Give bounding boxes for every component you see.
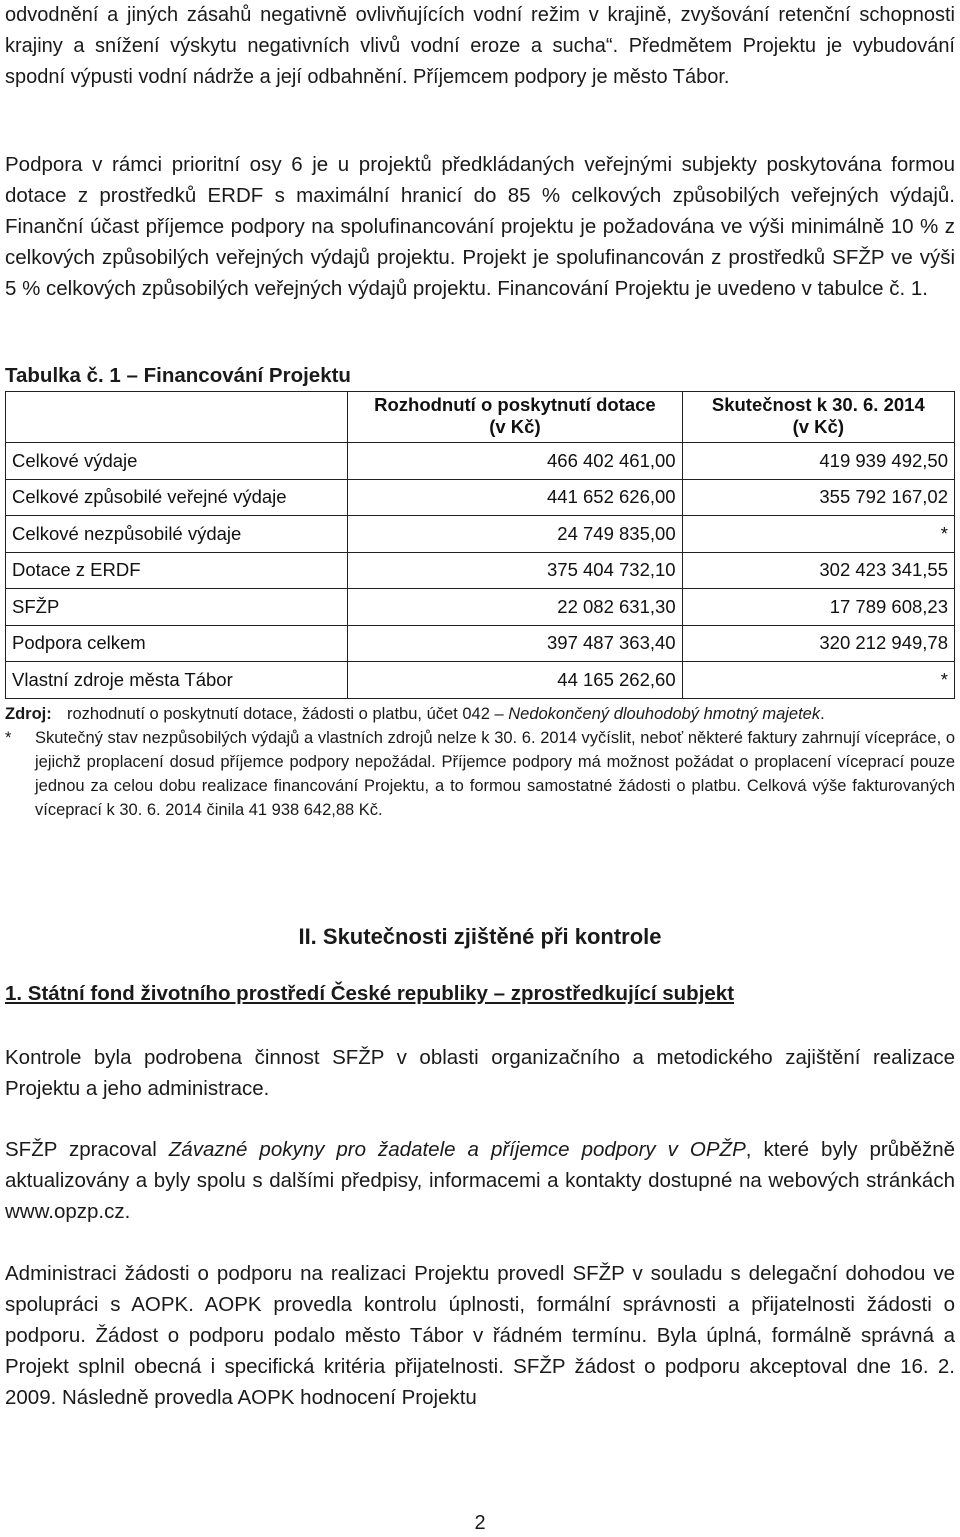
financing-table <box>5 391 955 699</box>
row-decision: 397 487 363,40 <box>348 625 682 662</box>
table-caption: Tabulka č. 1 – Financování Projektu <box>5 364 351 387</box>
table-row <box>6 479 955 516</box>
source-label: Zdroj: <box>5 705 52 723</box>
row-label: Celkové výdaje <box>6 443 348 480</box>
source-text: rozhodnutí o poskytnutí dotace, žádosti o platbu, účet 042 – <box>67 705 504 723</box>
admin-paragraph <box>5 1258 955 1413</box>
pokyny-after: , které byly průběžně aktualizovány a byly spolu s dalšími předpisy, informacemi a kontakty dostupné na webových stránkách www.opzp.cz. <box>5 1138 955 1223</box>
section-title: II. Skutečnosti zjištěné při kontrole <box>298 924 662 949</box>
control-paragraph <box>5 1042 955 1104</box>
header-decision-title: Rozhodnutí o poskytnutí dotace <box>374 394 656 415</box>
intro-paragraph <box>5 0 955 93</box>
pokyny-text <box>5 1134 955 1227</box>
row-decision: 22 082 631,30 <box>348 589 682 626</box>
row-label: Vlastní zdroje města Tábor <box>6 662 348 699</box>
row-decision: 44 165 262,60 <box>348 662 682 699</box>
header-actual-unit: (v Kč) <box>792 416 844 437</box>
header-actual-title: Skutečnost k 30. 6. 2014 <box>711 394 925 415</box>
table-row <box>6 552 955 589</box>
table-header-row <box>6 392 955 443</box>
source-note <box>5 702 955 726</box>
source-body: rozhodnutí o poskytnutí dotace, žádosti o platbu, účet 042 – Nedokončený dlouhodobý hmotný majetek. <box>67 705 825 723</box>
row-decision: 375 404 732,10 <box>348 552 682 589</box>
row-actual: 17 789 608,23 <box>682 589 954 626</box>
table-row <box>6 662 955 699</box>
header-decision-unit: (v Kč) <box>489 416 541 437</box>
row-label: SFŽP <box>6 589 348 626</box>
pokyny-italic: Závazné pokyny pro žadatele a příjemce podpory v OPŽP <box>168 1138 746 1161</box>
row-actual: * <box>682 516 954 553</box>
subsection-title-text: 1. Státní fond životního prostředí České republiky – zprostředkující subjekt <box>5 982 735 1005</box>
row-label: Dotace z ERDF <box>6 552 348 589</box>
row-actual: 355 792 167,02 <box>682 479 954 516</box>
page-number: 2 <box>474 1512 486 1534</box>
table-header-decision <box>348 392 682 443</box>
control-text: Kontrole byla podrobena činnost SFŽP v oblasti organizačního a metodického zajištění realizace Projektu a jeho administrace. <box>5 1046 955 1100</box>
table-row <box>6 589 955 626</box>
pokyny-before: SFŽP zpracoval <box>5 1138 169 1161</box>
intro-text: odvodnění a jiných zásahů negativně ovlivňujících vodní režim v krajině, zvyšování retenční schopnosti krajiny a snížení výskytu negativních vlivů vodní eroze a sucha“. Předmětem Projektu je vybudování spodní výpusti vodní nádrže a její odbahnění. Příjemcem podpory je město Tábor. <box>5 4 955 88</box>
source-italic: Nedokončený dlouhodobý hmotný majetek <box>508 705 821 723</box>
subsection-title <box>5 982 955 1006</box>
row-actual: 419 939 492,50 <box>682 443 954 480</box>
row-actual: 320 212 949,78 <box>682 625 954 662</box>
row-decision: 466 402 461,00 <box>348 443 682 480</box>
table-row <box>6 443 955 480</box>
table-header-empty <box>6 392 348 443</box>
star-marker: * <box>5 729 12 747</box>
row-label: Celkové nezpůsobilé výdaje <box>6 516 348 553</box>
row-label: Celkové způsobilé veřejné výdaje <box>6 479 348 516</box>
support-text: Podpora v rámci prioritní osy 6 je u projektů předkládaných veřejnými subjekty poskytována formou dotace z prostředků ERDF s maximální hranicí do 85 % celkových způsobilých veřejných výdajů. Finanční účast příjemce podpory na spolufinancování projektu je požadována ve výši minimálně 10 % z celkových způsobilých veřejných výdajů projektu. Projekt je spolufinancován z prostředků SFŽP ve výši 5 % celkových způsobilých veřejných výdajů projektu. Financování Projektu je uvedeno v tabulce č. 1. <box>5 153 955 300</box>
row-actual: 302 423 341,55 <box>682 552 954 589</box>
row-decision: 441 652 626,00 <box>348 479 682 516</box>
table-row <box>6 625 955 662</box>
pokyny-paragraph <box>5 1134 955 1227</box>
table-header-actual <box>682 392 954 443</box>
star-note <box>5 726 955 822</box>
table-row <box>6 516 955 553</box>
row-decision: 24 749 835,00 <box>348 516 682 553</box>
table-notes <box>5 702 955 822</box>
support-paragraph <box>5 149 955 304</box>
star-text: Skutečný stav nezpůsobilých výdajů a vlastních zdrojů nelze k 30. 6. 2014 vyčíslit, neboť některé faktury zahrnují vícepráce, o jejichž proplacení dosud příjemce podpory nepožádal. Příjemce podpory má možnost požádat o proplacení víceprací pouze jednou za celou dobu realizace financování Projektu, a to formou samostatné žádosti o platbu. Celková výše fakturovaných víceprací k 30. 6. 2014 činila 41 938 642,88 Kč. <box>35 729 955 819</box>
admin-text: Administraci žádosti o podporu na realizaci Projektu provedl SFŽP v souladu s delegační dohodou ve spolupráci s AOPK. AOPK provedla kontrolu úplnosti, formální správnosti a přijatelnosti žádosti o podporu. Žádost o podporu podalo město Tábor v řádném termínu. Byla úplná, formálně správná a Projekt splnil obecná i specifická kritéria přijatelnosti. SFŽP žádost o podporu akceptoval dne 16. 2. 2009. Následně provedla AOPK hodnocení Projektu <box>5 1262 955 1409</box>
row-actual: * <box>682 662 954 699</box>
row-label: Podpora celkem <box>6 625 348 662</box>
